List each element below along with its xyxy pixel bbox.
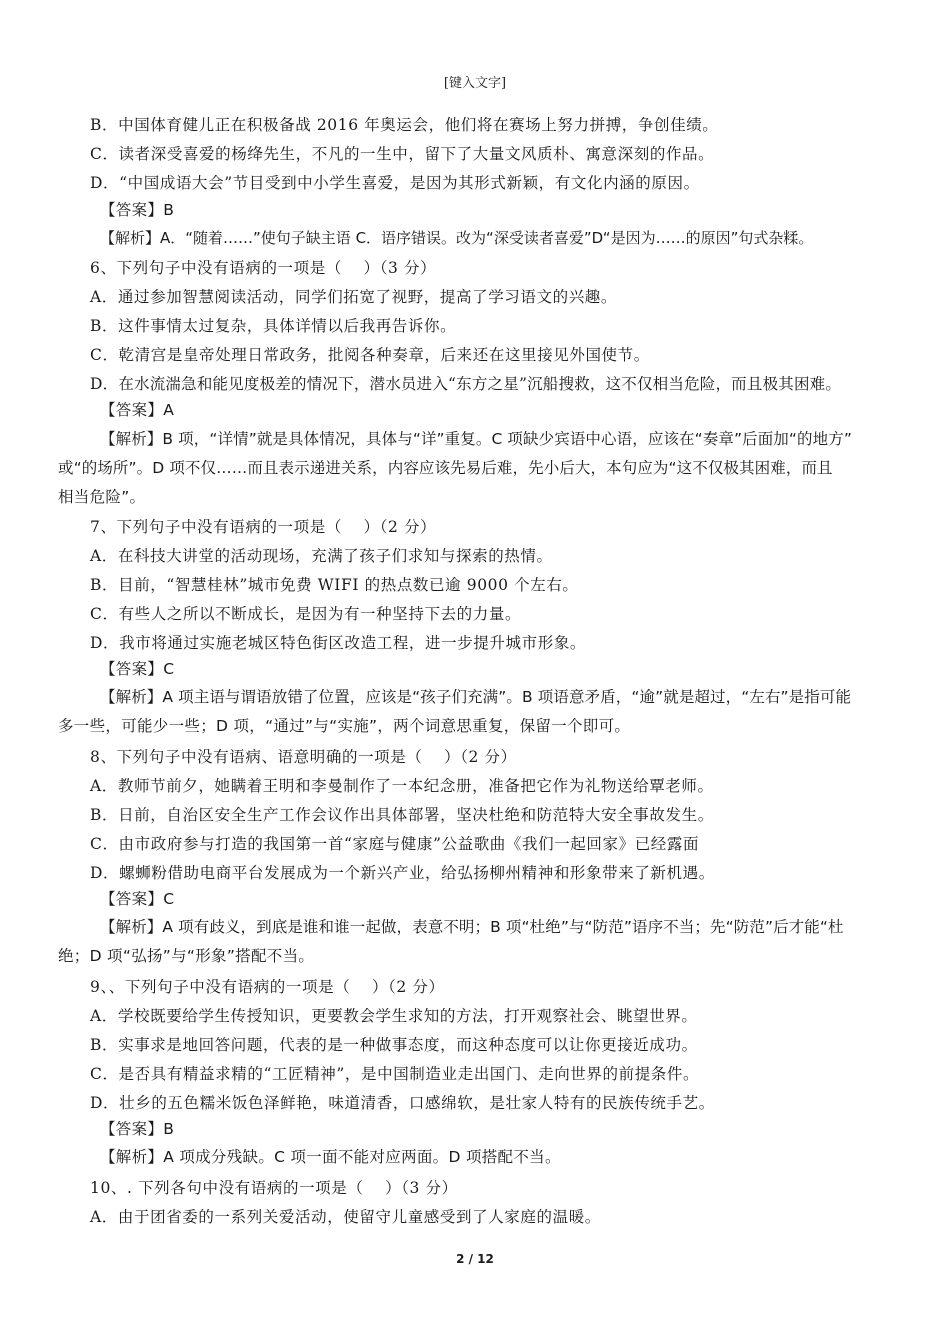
option-line: C．读者深受喜爱的杨绛先生，不凡的一生中，留下了大量文风质朴、寓意深刻的作品。 — [90, 145, 715, 163]
option-line: C．由市政府参与打造的我国第一首“家庭与健康”公益歌曲《我们一起回家》已经露面 — [90, 835, 700, 853]
answer-line: 【答案】B — [100, 1120, 175, 1138]
analysis-line: 【解析】A 项成分残缺。C 项一面不能对应两面。D 项搭配不当。 — [100, 1148, 561, 1166]
page-header: [键入文字] — [443, 76, 507, 91]
answer-line: 【答案】B — [100, 201, 175, 219]
option-line: B．目前，“智慧桂林”城市免费 WIFI 的热点数已逾 9000 个左右。 — [90, 576, 579, 594]
option-line: B．实事求是地回答问题，代表的是一种做事态度，而这种态度可以让你更接近成功。 — [90, 1036, 698, 1054]
option-line: A．通过参加智慧阅读活动，同学们拓宽了视野，提高了学习语文的兴趣。 — [90, 288, 617, 306]
question-line: 9、、下列句子中没有语病的一项是（ ）（2 分） — [90, 978, 445, 996]
analysis-line: 【解析】A．“随着……”使句子缺主语 C．语序错误。改为“深受读者喜爱”D“是因为……的原因”句式杂糅。 — [100, 229, 814, 247]
option-line: D．“中国成语大会”节目受到中小学生喜爱，是因为其形式新颖，有文化内涵的原因。 — [90, 174, 700, 192]
option-line: D．螺蛳粉借助电商平台发展成为一个新兴产业，给弘扬柳州精神和形象带来了新机遇。 — [90, 864, 715, 882]
option-line: A．由于团省委的一系列关爱活动，使留守儿童感受到了人家庭的温暖。 — [90, 1208, 601, 1226]
option-line: D．我市将通过实施老城区特色街区改造工程，进一步提升城市形象。 — [90, 634, 587, 652]
option-line: C．有些人之所以不断成长，是因为有一种坚持下去的力量。 — [90, 605, 522, 623]
answer-line: 【答案】A — [100, 401, 175, 419]
option-line: B．中国体育健儿正在积极备战 2016 年奥运会，他们将在赛场上努力拼搏，争创佳绩。 — [90, 116, 719, 134]
analysis-line: 相当危险”。 — [58, 488, 146, 506]
question-line: 8、下列句子中没有语病、语意明确的一项是（ ）（2 分） — [90, 748, 517, 766]
question-line: 6、下列句子中没有语病的一项是（ ）（3 分） — [90, 259, 437, 277]
answer-line: 【答案】C — [100, 890, 175, 908]
analysis-line: 【解析】A 项有歧义，到底是谁和谁一起做，表意不明；B 项“杜绝”与“防范”语序不当；先“防范”后才能“杜 — [100, 918, 844, 936]
page-number: 2 / 12 — [456, 1252, 494, 1266]
option-line: D．壮乡的五色糯米饭色泽鲜艳，味道清香，口感绵软，是壮家人特有的民族传统手艺。 — [90, 1094, 715, 1112]
analysis-line: 【解析】B 项，“详情”就是具体情况，具体与“详”重复。C 项缺少宾语中心语，应该在“奏章”后面加“的地方” — [100, 430, 852, 448]
analysis-line: 【解析】A 项主语与谓语放错了位置，应该是“孩子们充满”。B 项语意矛盾，“逾”就是超过，“左右”是指可能 — [100, 688, 852, 706]
option-line: B．日前，自治区安全生产工作会议作出具体部署，坚决杜绝和防范特大安全事故发生。 — [90, 806, 714, 824]
option-line: B．这件事情太过复杂，具体详情以后我再告诉你。 — [90, 317, 457, 335]
question-line: 7、下列句子中没有语病的一项是（ ）（2 分） — [90, 518, 437, 536]
answer-line: 【答案】C — [100, 660, 175, 678]
option-line: A．教师节前夕，她瞒着王明和李曼制作了一本纪念册，准备把它作为礼物送给覃老师。 — [90, 777, 714, 795]
option-line: A．学校既要给学生传授知识，更要教会学生求知的方法，打开观察社会、眺望世界。 — [90, 1007, 698, 1025]
option-line: D．在水流湍急和能见度极差的情况下，潜水员进入“东方之星”沉船搜救，这不仅相当危险，而且极其困难。 — [90, 375, 842, 393]
analysis-line: 绝；D 项“弘扬”与“形象”搭配不当。 — [58, 947, 315, 965]
option-line: A．在科技大讲堂的活动现场，充满了孩子们求知与探索的热情。 — [90, 547, 553, 565]
analysis-line: 多一些，可能少一些；D 项，“通过”与“实施”，两个词意思重复，保留一个即可。 — [58, 717, 631, 735]
option-line: C．是否具有精益求精的“工匠精神”，是中国制造业走出国门、走向世界的前提条件。 — [90, 1065, 700, 1083]
analysis-line: 或“的场所”。D 项不仅……而且表示递进关系，内容应该先易后难，先小后大，本句应为“这不仅极其困难，而且 — [58, 459, 833, 477]
question-line: 10、. 下列各句中没有语病的一项是（ ）（3 分） — [90, 1179, 458, 1197]
option-line: C．乾清宫是皇帝处理日常政务，批阅各种奏章，后来还在这里接见外国使节。 — [90, 346, 650, 364]
